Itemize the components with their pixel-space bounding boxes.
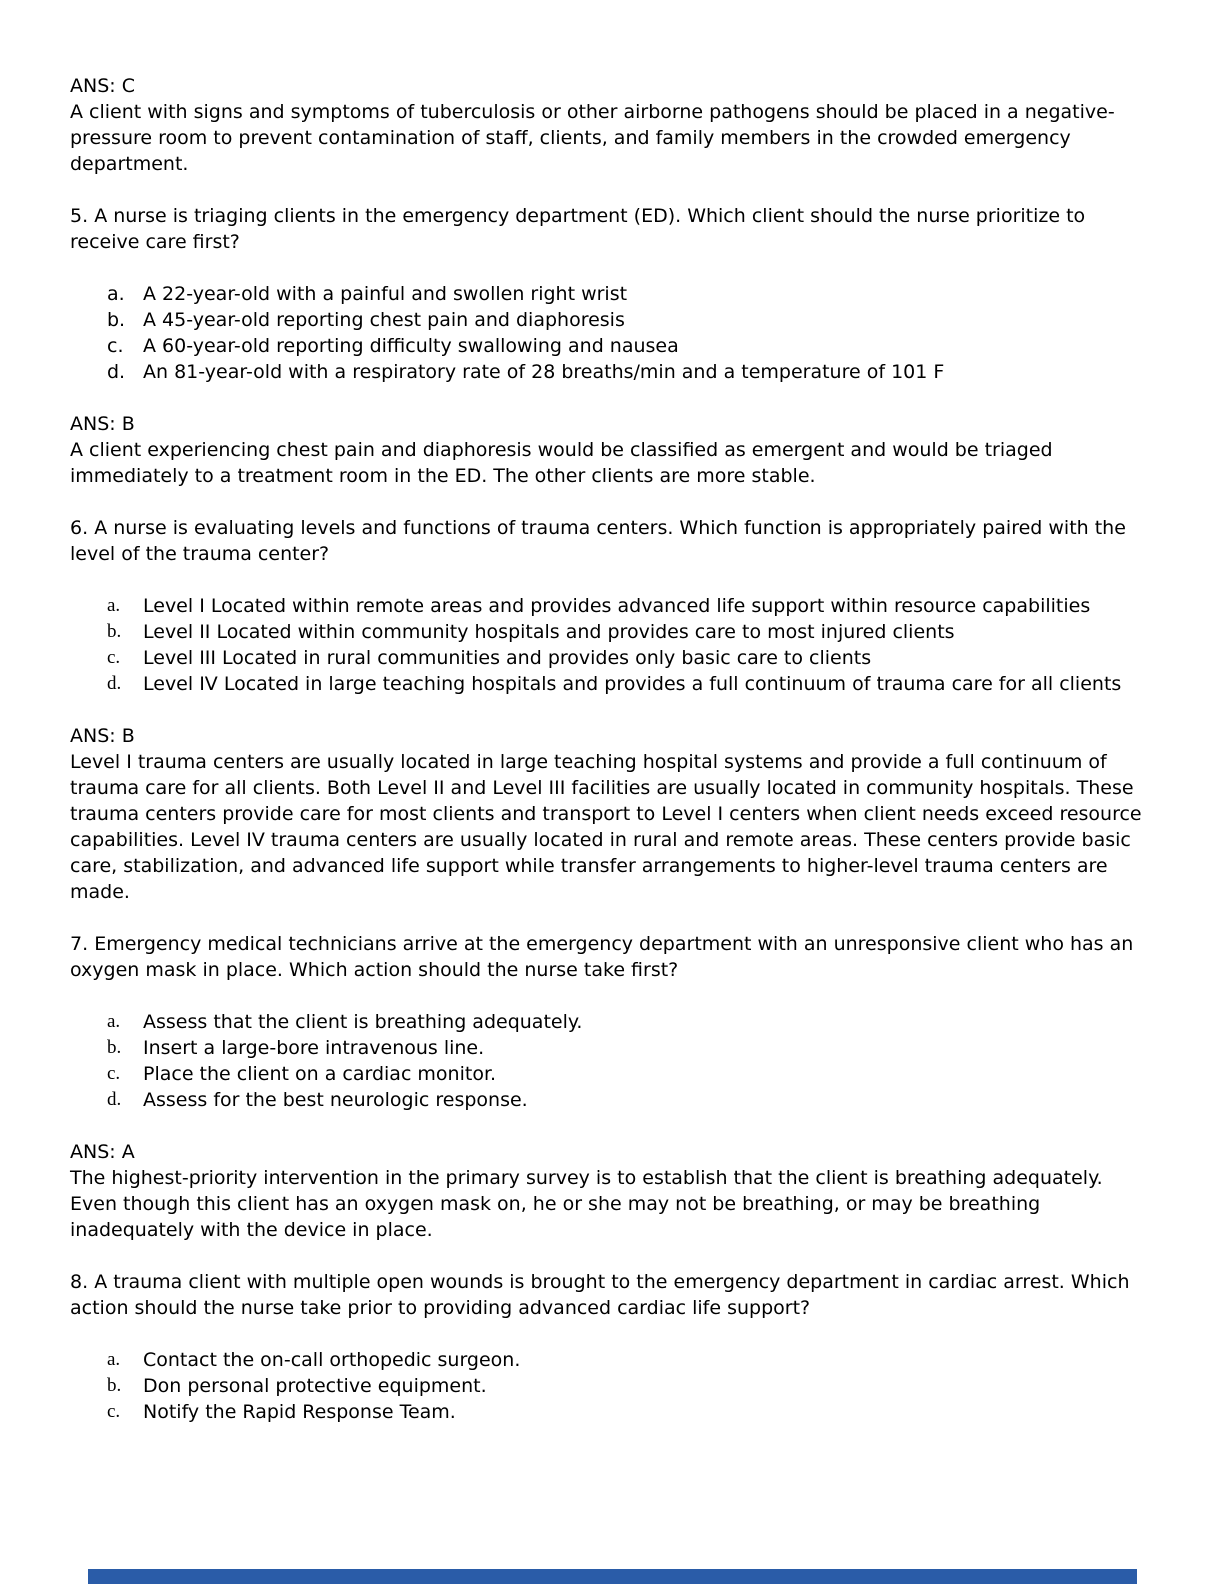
question-stem: Emergency medical technicians arrive at the emergency department with an unresponsive client who has an oxygen mask in place. Which action should the nurse take first? <box>70 933 1134 981</box>
question-number: 6. <box>70 517 89 539</box>
options-list <box>107 1347 1155 1425</box>
answer-label: ANS: A <box>70 1141 135 1163</box>
option-text: Assess for the best neurologic response. <box>143 1089 528 1111</box>
option-text: A 22-year-old with a painful and swollen right wrist <box>143 283 628 305</box>
bottom-blue-bar <box>88 1569 1137 1584</box>
option-letter: b. <box>107 1375 122 1396</box>
option-text: Assess that the client is breathing adequately. <box>143 1011 583 1033</box>
option-row <box>107 1087 1155 1113</box>
question-stem: A trauma client with multiple open wounds is brought to the emergency department in cardiac arrest. Which action should the nurse take prior to providing advanced cardiac life support? <box>70 1271 1130 1319</box>
option-text: Place the client on a cardiac monitor. <box>143 1063 497 1085</box>
option-row <box>107 359 1155 385</box>
option-row <box>107 645 1155 671</box>
question-text <box>70 1269 1155 1321</box>
option-text: Contact the on-call orthopedic surgeon. <box>143 1349 521 1371</box>
option-letter: b. <box>107 1037 122 1058</box>
option-letter: c. <box>107 1063 121 1084</box>
option-letter: c. <box>107 335 124 357</box>
option-row <box>107 1035 1155 1061</box>
option-row <box>107 1009 1155 1035</box>
option-text: Don personal protective equipment. <box>143 1375 487 1397</box>
question-stem: A nurse is evaluating levels and functions of trauma centers. Which function is appropriately paired with the level of the trauma center? <box>70 517 1126 565</box>
answer-rationale: A client experiencing chest pain and diaphoresis would be classified as emergent and would be triaged immediately to a treatment room in the ED. The other clients are more stable. <box>70 439 1053 487</box>
question-number: 8. <box>70 1271 89 1293</box>
answer-label: ANS: B <box>70 413 135 435</box>
answer-block-q7 <box>70 1139 1155 1243</box>
answer-label: ANS: B <box>70 725 135 747</box>
option-letter: c. <box>107 647 121 668</box>
option-row <box>107 281 1155 307</box>
option-text: Level III Located in rural communities and provides only basic care to clients <box>143 647 872 669</box>
answer-rationale: Level I trauma centers are usually located in large teaching hospital systems and provide a full continuum of trauma care for all clients. Both Level II and Level III facilities are usually located in community hospitals. These trauma centers provide care for most clients and transport to Level I centers when client needs exceed resource capabilities. Level IV trauma centers are usually located in rural and remote areas. These centers provide basic care, stabilization, and advanced life support while transfer arrangements to higher-level trauma centers are made. <box>70 751 1142 903</box>
option-letter: d. <box>107 673 122 694</box>
option-text: Notify the Rapid Response Team. <box>143 1401 456 1423</box>
options-list <box>107 1009 1155 1113</box>
option-row <box>107 307 1155 333</box>
option-row <box>107 619 1155 645</box>
answer-rationale: The highest-priority intervention in the primary survey is to establish that the client is breathing adequately. Even though this client has an oxygen mask on, he or she may not be breathing, or may be breathing inadequately with the device in place. <box>70 1167 1103 1241</box>
question-5-block <box>70 203 1155 385</box>
option-text: Level I Located within remote areas and provides advanced life support within resource capabilities <box>143 595 1091 617</box>
question-8-block <box>70 1269 1155 1425</box>
option-row <box>107 1373 1155 1399</box>
question-text <box>70 515 1155 567</box>
question-text <box>70 931 1155 983</box>
option-text: An 81-year-old with a respiratory rate of 28 breaths/min and a temperature of 101 F <box>143 361 945 383</box>
question-7-block <box>70 931 1155 1113</box>
options-list <box>107 593 1155 697</box>
question-stem: A nurse is triaging clients in the emergency department (ED). Which client should the nurse prioritize to receive care first? <box>70 205 1086 253</box>
option-row <box>107 1061 1155 1087</box>
option-letter: a. <box>107 595 121 616</box>
question-number: 5. <box>70 205 89 227</box>
option-letter: a. <box>107 1349 121 1370</box>
option-letter: b. <box>107 309 126 331</box>
options-list <box>107 281 1155 385</box>
answer-rationale: A client with signs and symptoms of tuberculosis or other airborne pathogens should be placed in a negative- pressure room to prevent contamination of staff, clients, and family members in the crowded emergency department. <box>70 101 1115 175</box>
option-text: Level II Located within community hospitals and provides care to most injured clients <box>143 621 955 643</box>
answer-block-q5 <box>70 411 1155 489</box>
option-text: A 45-year-old reporting chest pain and diaphoresis <box>143 309 625 331</box>
option-row <box>107 1399 1155 1425</box>
option-letter: a. <box>107 1011 121 1032</box>
question-text <box>70 203 1155 255</box>
question-6-block <box>70 515 1155 697</box>
option-text: Level IV Located in large teaching hospitals and provides a full continuum of trauma care for all clients <box>143 673 1122 695</box>
option-text: Insert a large-bore intravenous line. <box>143 1037 485 1059</box>
answer-block-q4 <box>70 73 1155 177</box>
question-number: 7. <box>70 933 89 955</box>
option-letter: b. <box>107 621 122 642</box>
option-row <box>107 671 1155 697</box>
option-letter: d. <box>107 361 126 383</box>
option-text: A 60-year-old reporting difficulty swallowing and nausea <box>143 335 679 357</box>
option-row <box>107 333 1155 359</box>
option-row <box>107 593 1155 619</box>
option-letter: a. <box>107 283 125 305</box>
option-row <box>107 1347 1155 1373</box>
option-letter: d. <box>107 1089 122 1110</box>
option-letter: c. <box>107 1401 121 1422</box>
answer-label: ANS: C <box>70 75 135 97</box>
answer-block-q6 <box>70 723 1155 905</box>
